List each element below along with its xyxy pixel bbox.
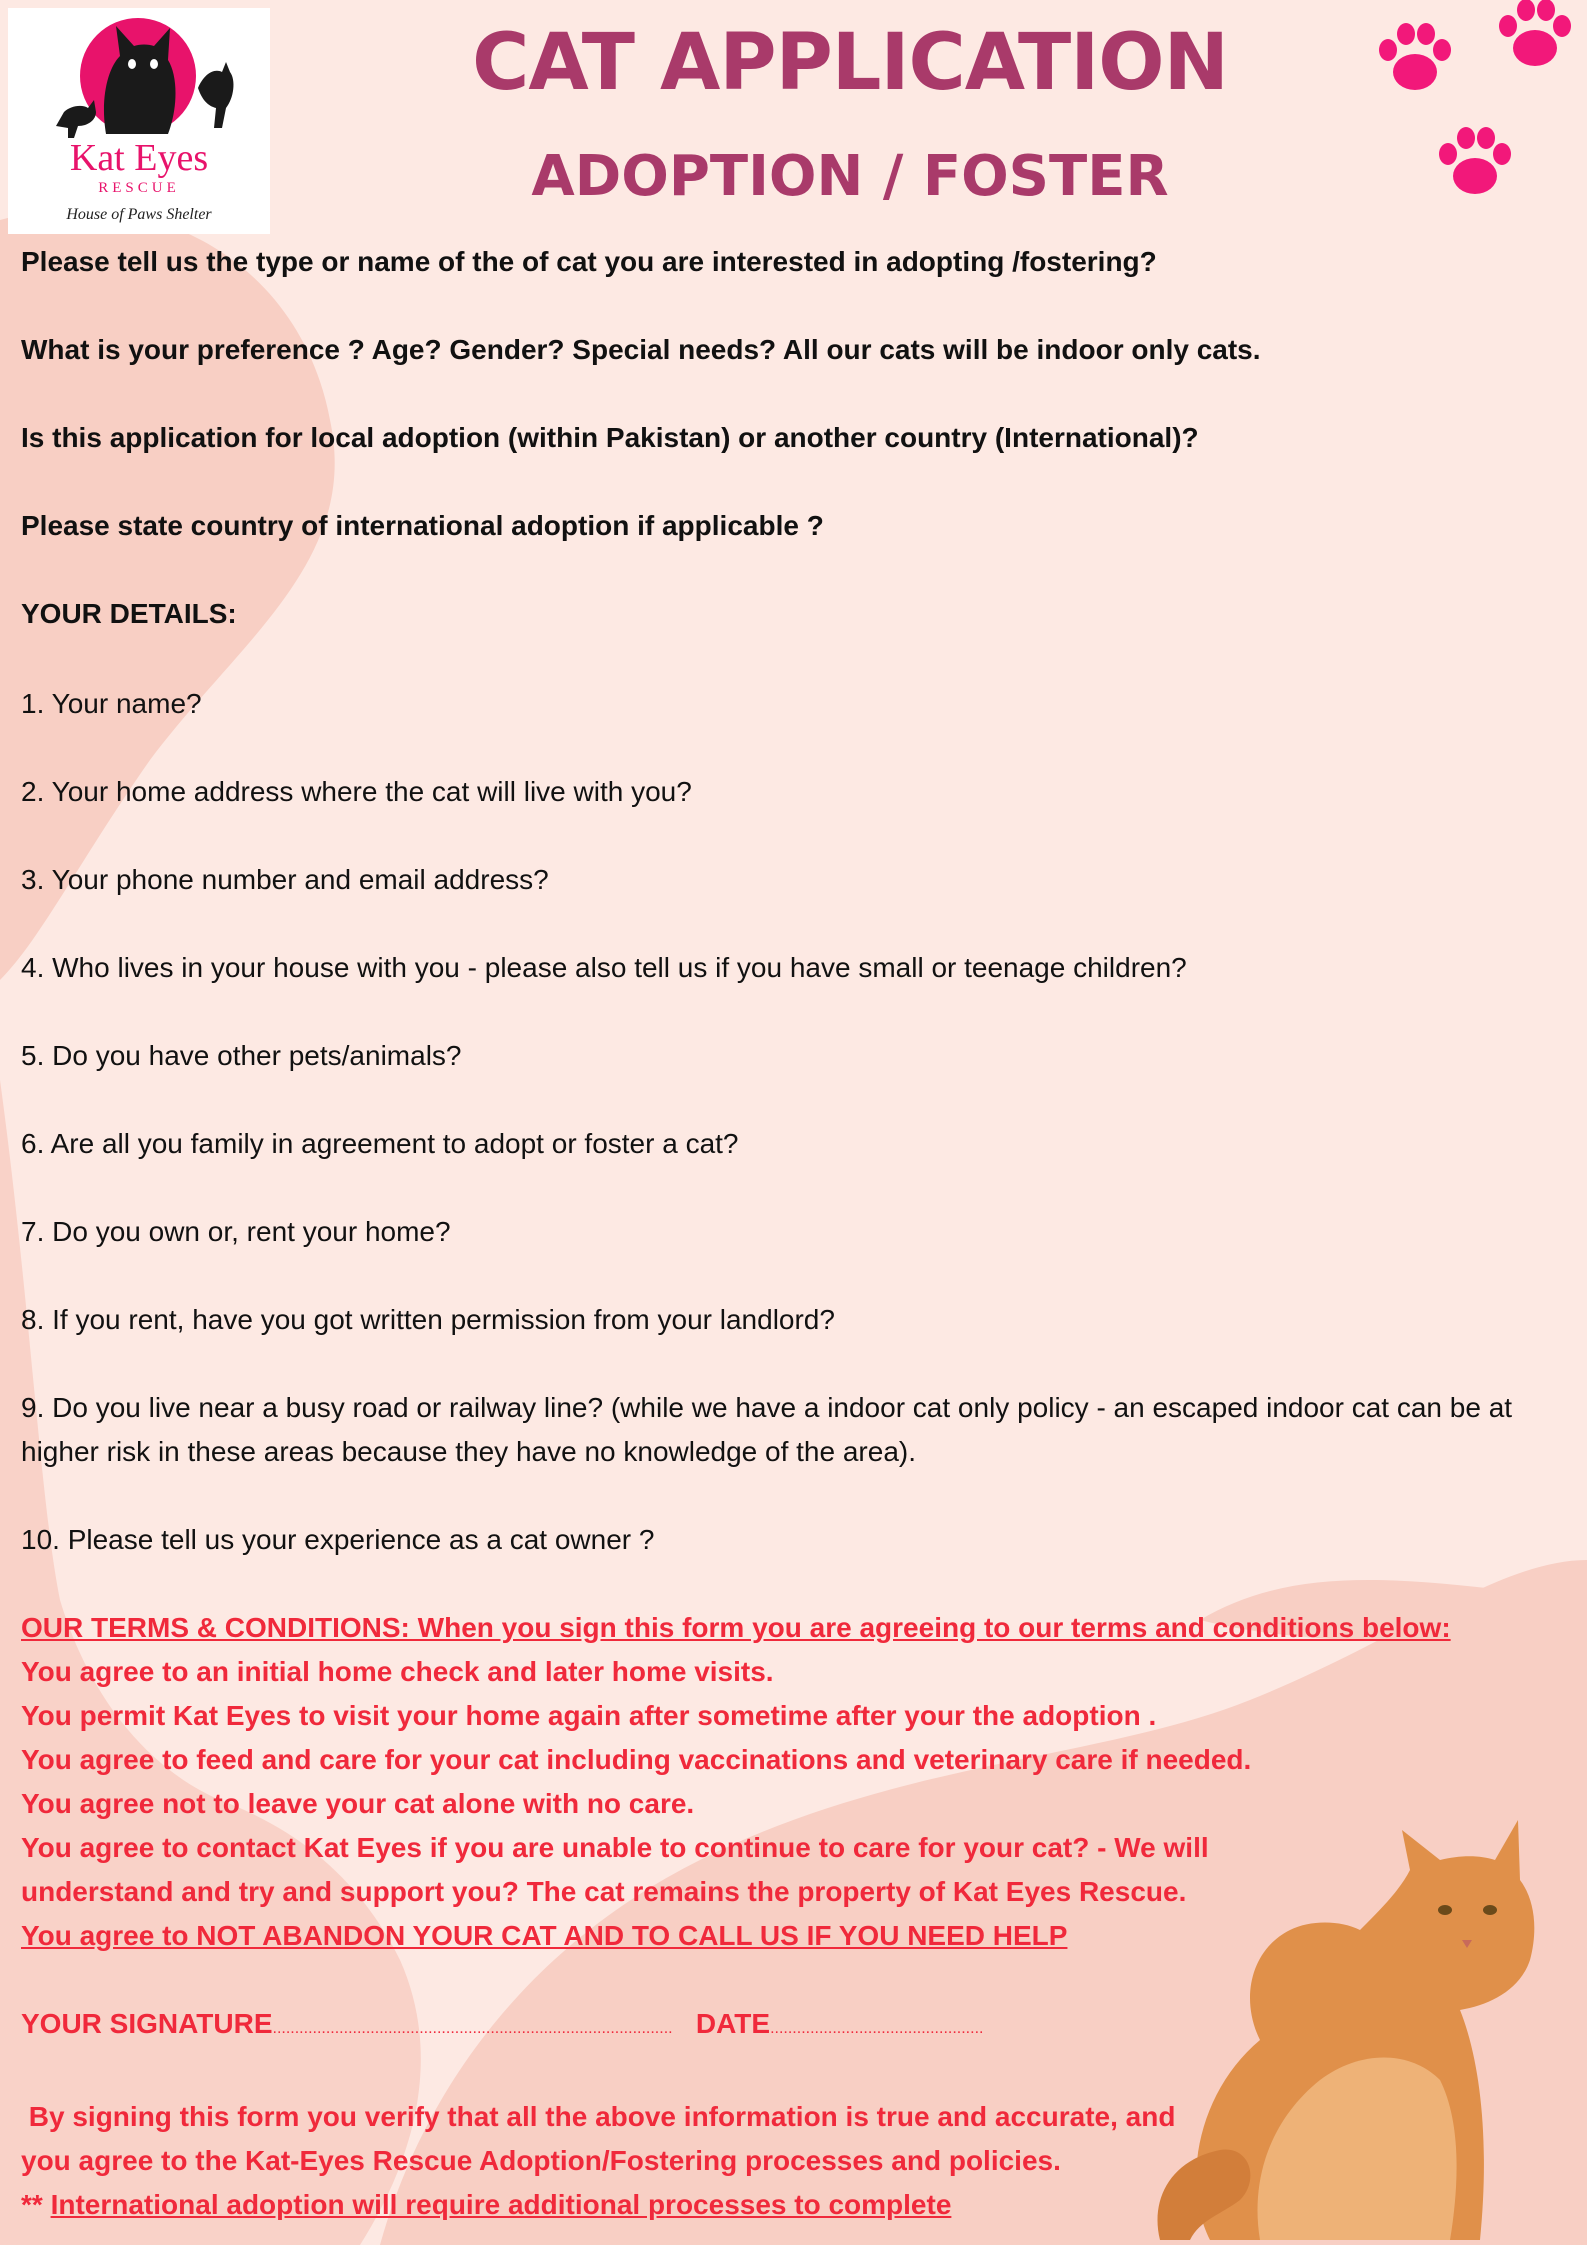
question-item: 1. Your name? — [21, 688, 202, 719]
terms-item: You permit Kat Eyes to visit your home again after sometime after your the adoption . — [21, 1700, 1157, 1731]
application-form — [21, 240, 1561, 2227]
page-title: CAT APPLICATION — [472, 18, 1228, 108]
terms-heading: OUR TERMS & CONDITIONS: When you sign this form you are agreeing to our terms and conditions below: — [21, 1612, 1451, 1643]
question-item: 2. Your home address where the cat will live with you? — [21, 776, 692, 807]
question-item: 4. Who lives in your house with you - please also tell us if you have small or teenage children? — [21, 952, 1187, 983]
paw-print-icon — [1490, 0, 1580, 80]
declaration-line: you agree to the Kat-Eyes Rescue Adoption/Fostering processes and policies. — [21, 2145, 1061, 2176]
question-item: 8. If you rent, have you got written permission from your landlord? — [21, 1304, 835, 1335]
date-field[interactable]: ................................................ — [770, 2020, 984, 2037]
signature-label: YOUR SIGNATURE — [21, 2008, 273, 2039]
terms-final: You agree to NOT ABANDON YOUR CAT AND TO CALL US IF YOU NEED HELP — [21, 1920, 1068, 1951]
terms-item: You agree to an initial home check and later home visits. — [21, 1656, 774, 1687]
terms-item: You agree not to leave your cat alone with no care. — [21, 1788, 695, 1819]
intro-question: What is your preference ? Age? Gender? Special needs? All our cats will be indoor only cats. — [21, 334, 1261, 365]
logo-subtitle: RESCUE — [98, 180, 180, 196]
declaration-line: By signing this form you verify that all the above information is true and accurate, and — [21, 2101, 1176, 2132]
question-item: 3. Your phone number and email address? — [21, 864, 549, 895]
question-item: 9. Do you live near a busy road or railway line? (while we have a indoor cat only policy - an escaped indoor cat can be at higher risk in these areas because they have no knowledge of the area). — [21, 1392, 1513, 1467]
note-text: International adoption will require additional processes to complete — [50, 2189, 952, 2220]
intro-question: Please tell us the type or name of the of cat you are interested in adopting /fostering? — [21, 246, 1157, 277]
logo-cat-icon — [8, 8, 270, 234]
international-note — [21, 2183, 1561, 2227]
details-heading: YOUR DETAILS: — [21, 598, 237, 629]
intro-question: Is this application for local adoption (within Pakistan) or another country (International)? — [21, 422, 1199, 453]
question-item: 5. Do you have other pets/animals? — [21, 1040, 462, 1071]
kat-eyes-logo — [8, 8, 270, 234]
question-item: 7. Do you own or, rent your home? — [21, 1216, 451, 1247]
intro-question: Please state country of international adoption if applicable ? — [21, 510, 824, 541]
terms-item: You agree to contact Kat Eyes if you are unable to continue to care for your cat? - We will — [21, 1832, 1209, 1863]
terms-item: You agree to feed and care for your cat including vaccinations and veterinary care if needed. — [21, 1744, 1252, 1775]
question-item: 10. Please tell us your experience as a cat owner ? — [21, 1524, 655, 1555]
signature-line — [21, 2002, 1561, 2051]
page-subtitle: ADOPTION / FOSTER — [531, 144, 1169, 209]
logo-tagline: House of Paws Shelter — [66, 206, 212, 223]
signature-field[interactable]: .......................................................................................... — [272, 2020, 673, 2037]
logo-name: Kat Eyes — [69, 137, 209, 179]
terms-item: understand and try and support you? The cat remains the property of Kat Eyes Rescue. — [21, 1876, 1187, 1907]
question-item: 6. Are all you family in agreement to adopt or foster a cat? — [21, 1128, 739, 1159]
note-prefix: ** — [21, 2189, 51, 2220]
paw-print-icon — [1370, 14, 1460, 104]
date-label: DATE — [695, 2008, 771, 2039]
paw-print-icon — [1430, 118, 1520, 208]
